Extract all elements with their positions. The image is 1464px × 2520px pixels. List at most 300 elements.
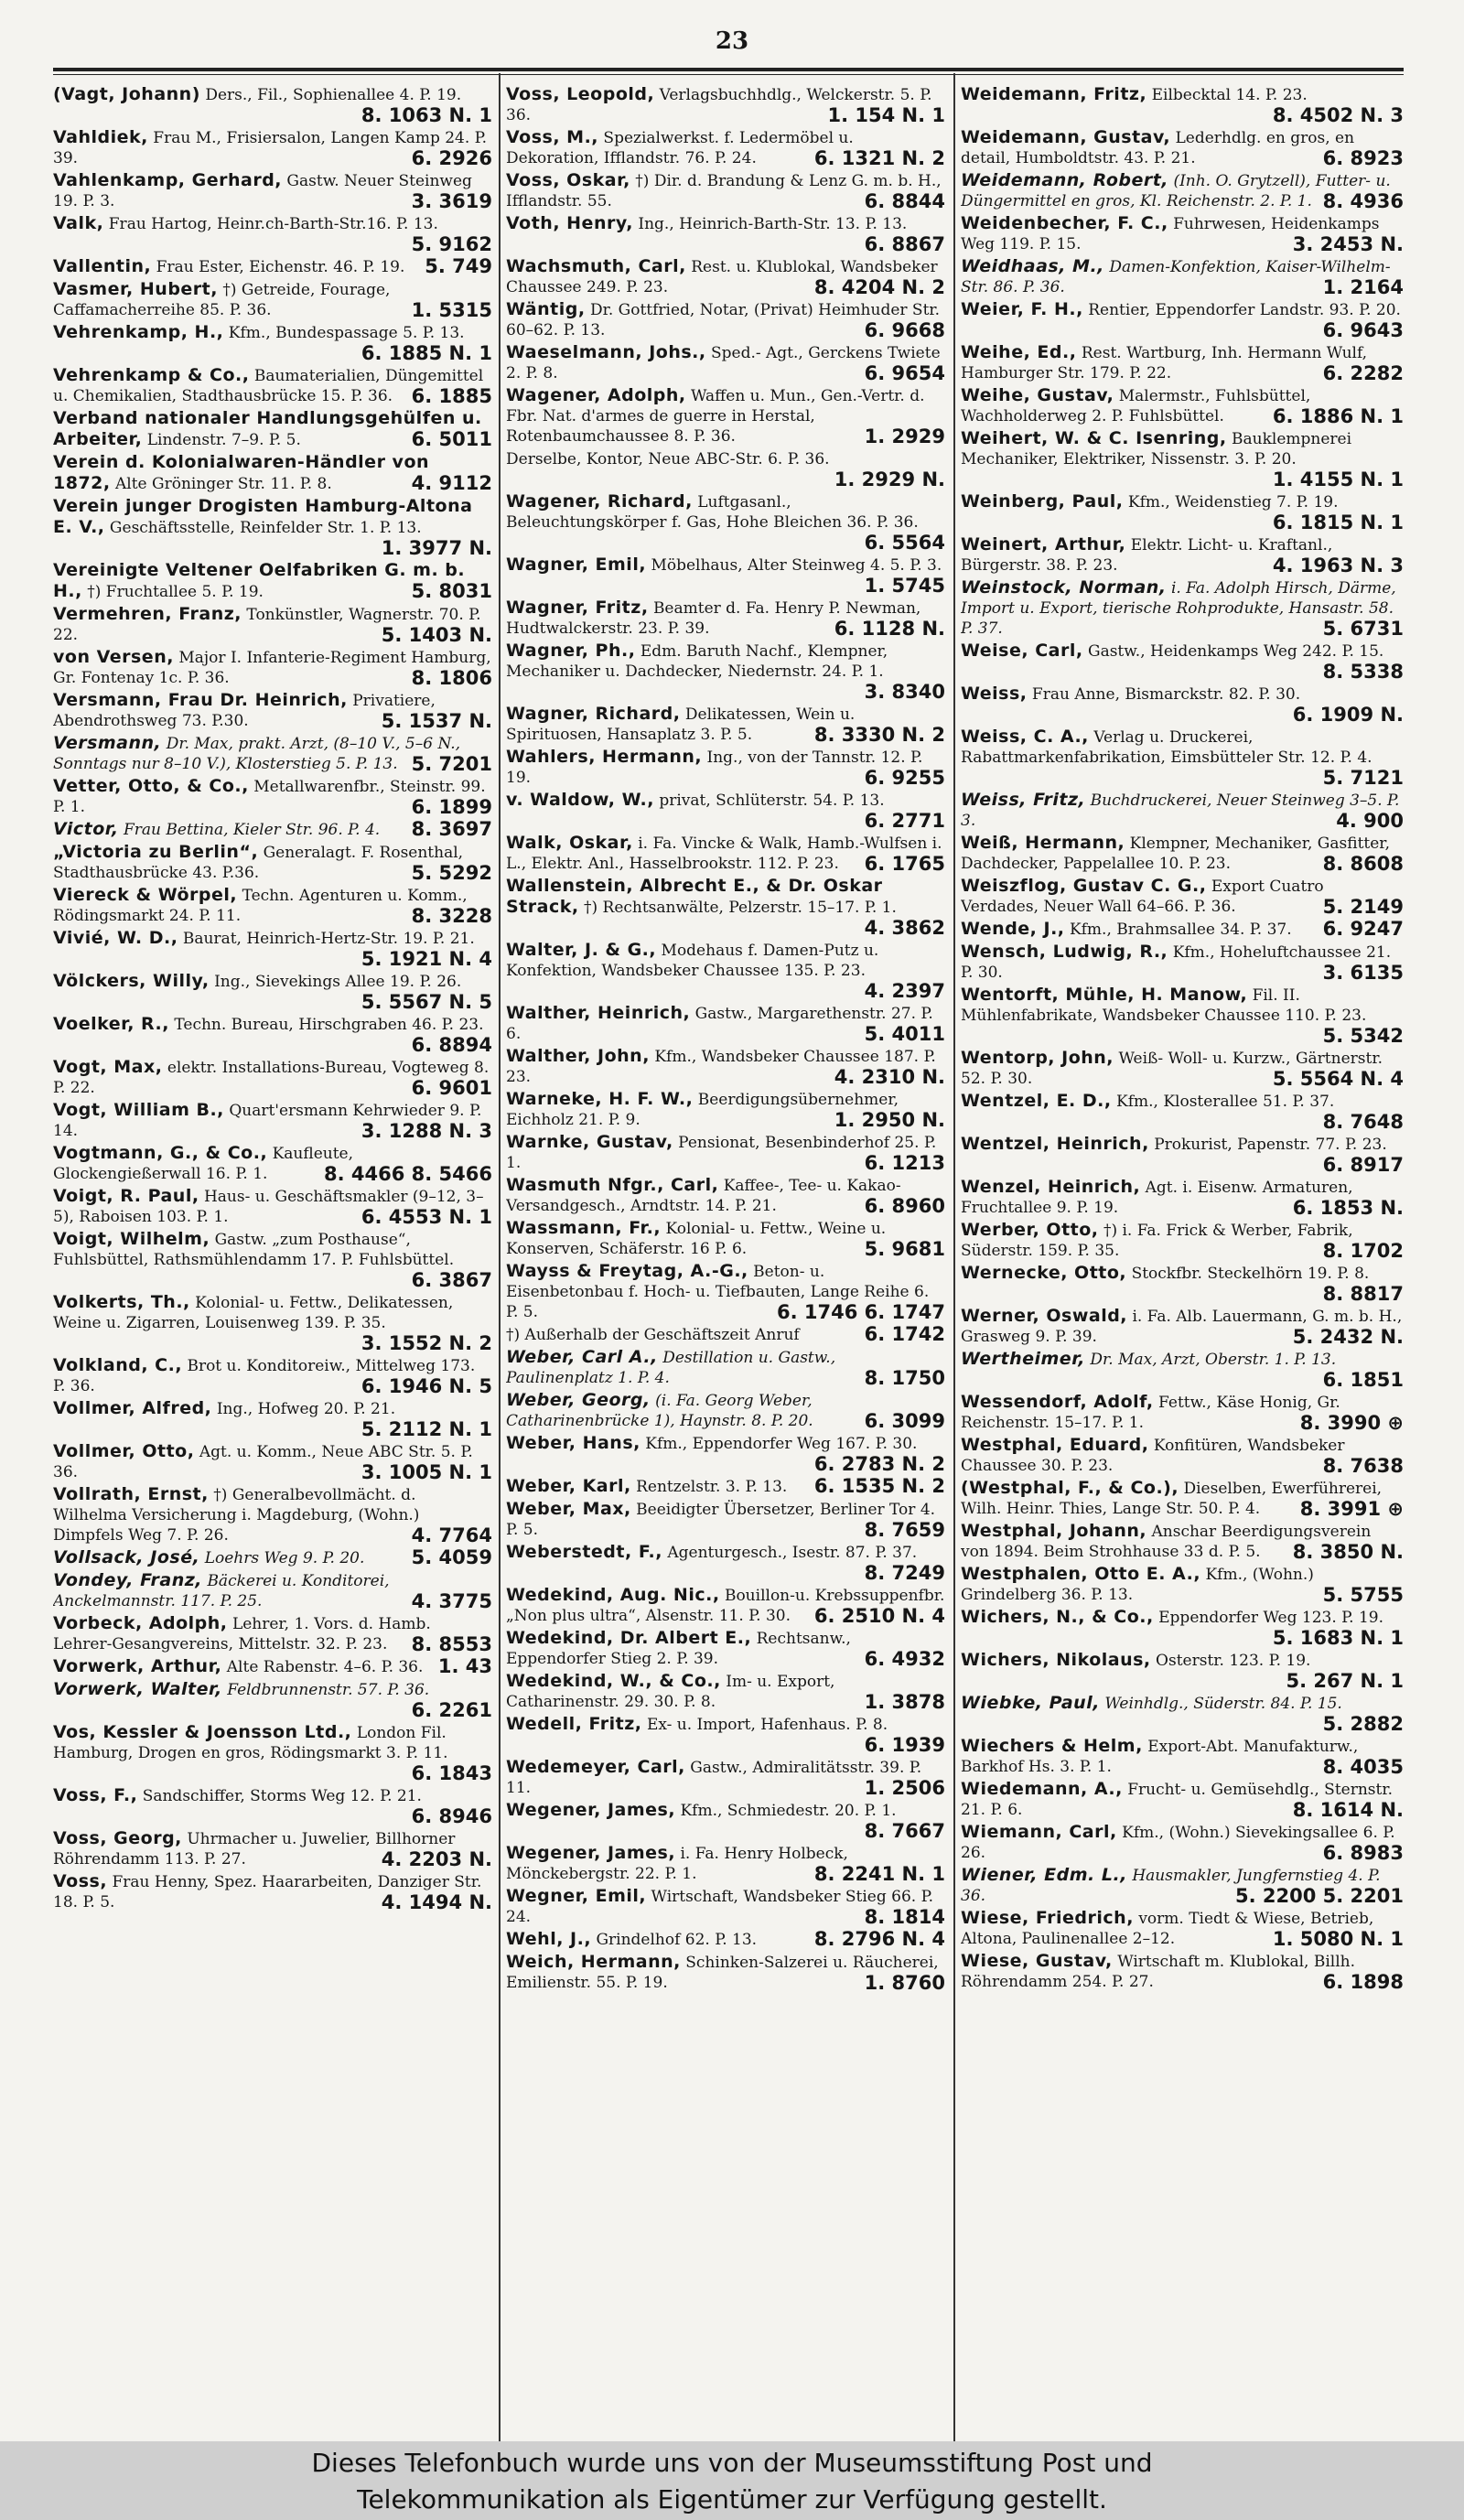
entry-details: London Fil. Hamburg, Drogen en gros, Rödingsmarkt 3. P. 11.: [53, 1724, 448, 1762]
entry-name: Walther, John,: [506, 1046, 650, 1066]
directory-entry: [506, 1476, 945, 1497]
entry-details: Delikatessen, Wein u. Spirituosen, Hansaplatz 3. P. 5.: [506, 705, 856, 744]
entry-name: Weidhaas, M.,: [961, 256, 1104, 276]
entry-details: Beerdigungsübernehmer, Eichholz 21. P. 9.: [506, 1091, 899, 1129]
entry-name: Werber, Otto,: [961, 1220, 1099, 1240]
entry-details: Major I. Infanterie-Regiment Hamburg, Gr. Fontenay 1c. P. 36.: [53, 649, 491, 687]
directory-entry: [53, 365, 492, 406]
entry-phone: 1. 5745: [864, 575, 945, 596]
entry-name: Vivié, W. D.,: [53, 928, 178, 948]
entry-phone: 6. 4932: [864, 1648, 945, 1669]
entry-details: Agenturgesch., Isestr. 87. P. 37.: [667, 1544, 918, 1562]
entry-phone: 1. 2950 N.: [834, 1109, 945, 1130]
directory-entry: [506, 1499, 945, 1540]
entry-details: Rechtsanw., Eppendorfer Stieg 2. P. 39.: [506, 1630, 851, 1668]
directory-entry: [961, 1822, 1404, 1863]
entry-name: Wiese, Friedrich,: [961, 1908, 1134, 1928]
entry-details: Grindelhof 62. P. 13.: [596, 1931, 758, 1949]
entry-details: Brot u. Konditoreiw., Mittelweg 173. P. 36.: [53, 1357, 476, 1395]
entry-name: Weihe, Ed.,: [961, 342, 1077, 362]
directory-entry: [53, 733, 492, 774]
entry-details: Ex- u. Import, Hafenhaus. P. 8.: [646, 1716, 888, 1734]
entry-phone: 8. 8817: [1322, 1283, 1404, 1304]
directory-entry: [961, 1177, 1404, 1218]
entry-phone: 6. 1909 N.: [1292, 704, 1404, 725]
directory-column-1: [53, 84, 492, 2436]
directory-entry: [53, 1229, 492, 1290]
entry-name: Wiener, Edm. L.,: [961, 1865, 1127, 1885]
entry-phone: 5. 9162: [411, 233, 492, 254]
entry-details: Schinken-Salzerei u. Räucherei, Emilienstr. 55. P. 19.: [506, 1954, 939, 1992]
directory-entry: [506, 598, 945, 639]
entry-phone: 8. 7249: [864, 1562, 945, 1583]
entry-details: Kfm., Weidenstieg 7. P. 19.: [1127, 493, 1339, 512]
directory-entry: [506, 1390, 945, 1431]
directory-entry: [961, 942, 1404, 983]
directory-entry: [961, 299, 1404, 340]
entry-name: Vahlenkamp, Gerhard,: [53, 170, 283, 190]
directory-entry: [506, 704, 945, 745]
directory-entry: [53, 1871, 492, 1912]
entry-details: Kolonial- u. Fettw., Weine u. Konserven, Schäferstr. 16 P. 6.: [506, 1220, 887, 1258]
directory-entry: [53, 1656, 492, 1677]
entry-details: Frau Hartog, Heinr.ch-Barth-Str.16. P. 13.: [108, 215, 438, 233]
footer-notice: [0, 2441, 1464, 2520]
entry-name: Voss, Leopold,: [506, 84, 655, 104]
directory-entry: [506, 1714, 945, 1755]
directory-entry: [506, 1089, 945, 1130]
directory-entry: [961, 84, 1404, 125]
entry-phone: 6. 1851: [1322, 1369, 1404, 1390]
entry-name: Wassmann, Fr.,: [506, 1218, 662, 1238]
entry-phone: 1. 2929 N.: [834, 468, 945, 490]
entry-details: Kfm., Klosterallee 51. P. 37.: [1116, 1093, 1335, 1111]
directory-entry: [506, 342, 945, 383]
entry-name: Westphal, Johann,: [961, 1521, 1147, 1541]
entry-phone: 6. 9255: [864, 767, 945, 788]
entry-details: Hausmakler, Jungfernstieg 4. P. 36.: [961, 1867, 1381, 1905]
entry-phone: 8. 3850 N.: [1292, 1541, 1404, 1562]
entry-phone: 8. 1806: [411, 667, 492, 688]
entry-details: Bauklempnerei Mechaniker, Elektriker, Nissenstr. 3. P. 20.: [961, 430, 1352, 468]
entry-name: Valk,: [53, 213, 104, 233]
entry-details: Sandschiffer, Storms Weg 12. P. 21.: [142, 1787, 422, 1805]
entry-name: Warneke, H. F. W.,: [506, 1089, 694, 1109]
directory-entry: [961, 1091, 1404, 1132]
entry-details: Rentier, Eppendorfer Landstr. 93. P. 20.: [1088, 301, 1401, 319]
entry-details: Alte Gröninger Str. 11. P. 8.: [115, 475, 332, 493]
page-number: 23: [715, 27, 749, 55]
footer-line-1: Dieses Telefonbuch wurde uns von der Museumsstiftung Post und: [311, 2448, 1153, 2478]
entry-details: Frau Bettina, Kieler Str. 96. P. 4.: [123, 821, 381, 839]
directory-entry: [961, 1564, 1404, 1605]
directory-entry: [961, 790, 1404, 831]
entry-phone: 8. 3330 N. 2: [813, 724, 945, 745]
entry-details: Pensionat, Besenbinderhof 25. P. 1.: [506, 1134, 937, 1172]
entry-name: Walther, Heinrich,: [506, 1003, 691, 1023]
entry-details: Beamter d. Fa. Henry P. Newman, Hudtwalckerstr. 23. P. 39.: [506, 599, 921, 638]
entry-details: †) Dir. d. Brandung & Lenz G. m. b. H., Ifflandstr. 55.: [506, 172, 942, 210]
entry-details: Malermstr., Fuhlsbüttel, Wachholderweg 2. P. Fuhlsbüttel.: [961, 387, 1311, 425]
directory-entry: [506, 1671, 945, 1712]
header-rule: [53, 68, 1404, 75]
directory-entry: [961, 641, 1404, 682]
entry-phone: 4. 3775: [411, 1590, 492, 1611]
entry-name: Weiszflog, Gustav C. G.,: [961, 876, 1207, 896]
directory-entry: [53, 1014, 492, 1055]
entry-phone: 8. 7648: [1322, 1111, 1404, 1132]
entry-name: Vetter, Otto, & Co.,: [53, 776, 249, 796]
entry-name: Wiese, Gustav,: [961, 1951, 1113, 1971]
entry-phone: 5. 5342: [1322, 1025, 1404, 1046]
entry-details: Verlag u. Druckerei, Rabattmarkenfabrikation, Eimsbütteler Str. 12. P. 4.: [961, 728, 1372, 767]
directory-entry: [53, 1398, 492, 1439]
entry-details: Kfm., Bundespassage 5. P. 13.: [228, 324, 465, 342]
entry-phone: 8. 2796 N. 4: [813, 1929, 945, 1950]
directory-entry: [506, 555, 945, 596]
entry-phone: 8. 1063 N. 1: [361, 104, 492, 125]
directory-entry: [53, 322, 492, 363]
entry-details: Kfm., Wandsbeker Chaussee 187. P. 23.: [506, 1048, 936, 1086]
directory-entry: [53, 1547, 492, 1568]
entry-phone: 4. 3862: [864, 917, 945, 938]
entry-details: Fuhrwesen, Heidenkamps Weg 119. P. 15.: [961, 215, 1380, 253]
entry-name: Voss, F.,: [53, 1785, 138, 1805]
entry-details: Kfm., Brahmsallee 34. P. 37.: [1069, 921, 1292, 939]
directory-entry: [961, 491, 1404, 533]
directory-entry: [961, 1865, 1404, 1906]
entry-name: Voigt, R. Paul,: [53, 1186, 199, 1206]
directory-entry: [506, 1628, 945, 1669]
entry-details: Edm. Baruth Nachf., Klempner, Mechaniker u. Dachdecker, Niedernstr. 24. P. 1.: [506, 642, 888, 681]
entry-details: Möbelhaus, Alter Steinweg 4. 5. P. 3.: [651, 556, 942, 575]
entry-phone: 8. 7667: [864, 1820, 945, 1841]
directory-entry: [961, 428, 1404, 490]
entry-name: Wende, J.,: [961, 919, 1065, 939]
directory-entry: [506, 491, 945, 553]
entry-phone: 5. 749: [425, 256, 492, 277]
entry-details: Modehaus f. Damen-Putz u. Konfektion, Wandsbeker Chaussee 135. P. 23.: [506, 942, 879, 980]
entry-details: (Inh. O. Grytzell), Futter- u. Düngermittel en gros, Kl. Reichenstr. 2. P. 1.: [961, 172, 1391, 210]
directory-entry: [961, 213, 1404, 254]
entry-name: Vallentin,: [53, 256, 152, 276]
entry-name: Viereck & Wörpel,: [53, 885, 238, 905]
entry-phone: 8. 7659: [864, 1519, 945, 1540]
entry-phone: 6. 9247: [1322, 919, 1404, 940]
entry-details: Alte Rabenstr. 4–6. P. 36.: [226, 1658, 424, 1676]
entry-details: Gastw., Heidenkamps Weg 242. P. 15.: [1087, 642, 1384, 661]
directory-entry: [961, 1650, 1404, 1691]
entry-name: Weich, Hermann,: [506, 1952, 681, 1972]
entry-name: Voigt, Wilhelm,: [53, 1229, 210, 1249]
entry-details: Weiß- Woll- u. Kurzw., Gärtnerstr. 52. P. 30.: [961, 1050, 1383, 1088]
entry-phone: 5. 2882: [1322, 1713, 1404, 1734]
directory-entry: [53, 1186, 492, 1227]
entry-phone: 6. 1898: [1322, 1971, 1404, 1992]
entry-name: Wegener, James,: [506, 1843, 676, 1863]
entry-phone: 6. 1535 N. 2: [813, 1476, 945, 1497]
entry-phone: 6. 1899: [411, 796, 492, 817]
entry-details: Destillation u. Gastw., Paulinenplatz 1. P. 4.: [506, 1349, 836, 1387]
directory-entry: [506, 1843, 945, 1884]
directory-entry: [506, 1261, 945, 1322]
entry-details: Eppendorfer Weg 123. P. 19.: [1158, 1609, 1383, 1627]
entry-details: Ing., Sievekings Allee 19. P. 26.: [214, 973, 462, 991]
entry-details: Gastw. „zum Posthause“, Fuhlsbüttel, Rathsmühlendamm 17. P. Fuhlsbüttel.: [53, 1231, 455, 1269]
entry-name: Wasmuth Nfgr., Carl,: [506, 1175, 719, 1195]
entry-phone: 6. 5011: [411, 428, 492, 450]
entry-details: vorm. Tiedt & Wiese, Betrieb, Altona, Paulinenallee 2–12.: [961, 1910, 1374, 1948]
entry-details: Agt. u. Komm., Neue ABC Str. 5. P. 36.: [53, 1443, 473, 1481]
entry-phone: 6. 1321 N. 2: [813, 147, 945, 168]
entry-details: Metallwarenfbr., Steinstr. 99. P. 1.: [53, 778, 486, 816]
entry-name: Wagner, Emil,: [506, 555, 647, 575]
entry-phone: 1. 2929: [864, 425, 945, 447]
entry-phone: 4. 900: [1336, 810, 1404, 831]
entry-name: Wagener, Richard,: [506, 491, 693, 512]
entry-details: Gastw., Margarethenstr. 27. P. 6.: [506, 1005, 933, 1043]
entry-phone: 6. 2783 N. 2: [813, 1453, 945, 1474]
entry-name: Wentorp, John,: [961, 1048, 1114, 1068]
entry-details: Frucht- u. Gemüsehdlg., Sternstr. 21. P. 6.: [961, 1781, 1394, 1819]
entry-details: Frau Henny, Spez. Haararbeiten, Danziger Str. 18. P. 5.: [53, 1873, 482, 1912]
entry-name: Weidemann, Gustav,: [961, 127, 1171, 147]
directory-entry: [506, 833, 945, 874]
entry-phone: 1. 154 N. 1: [827, 104, 945, 125]
entry-name: Vogtmann, G., & Co.,: [53, 1143, 268, 1163]
directory-entry: [961, 534, 1404, 576]
entry-phone: 1. 8760: [864, 1972, 945, 1993]
entry-phone: 6. 1815 N. 1: [1272, 512, 1404, 533]
directory-entry: [506, 1347, 945, 1388]
entry-phone: 3. 1288 N. 3: [361, 1120, 492, 1141]
entry-name: Vollmer, Otto,: [53, 1441, 195, 1461]
entry-phone: 6. 1886 N. 1: [1272, 405, 1404, 426]
entry-phone: 3. 8340: [864, 681, 945, 702]
entry-name: Weidemann, Fritz,: [961, 84, 1147, 104]
entry-name: Wiemann, Carl,: [961, 1822, 1117, 1842]
entry-details: Gastw. Neuer Steinweg 19. P. 3.: [53, 172, 472, 210]
entry-name: Weier, F. H.,: [961, 299, 1083, 319]
directory-entry: [506, 940, 945, 1001]
entry-phone: 6. 2261: [411, 1699, 492, 1720]
entry-details: Wirtschaft, Wandsbeker Stieg 66. P. 24.: [506, 1888, 933, 1926]
entry-name: Weber, Carl A.,: [506, 1347, 658, 1367]
entry-details: †) Rechtsanwälte, Pelzerstr. 15–17. P. 1.: [583, 899, 897, 917]
entry-name: Vondey, Franz,: [53, 1570, 203, 1590]
entry-name: Wiedemann, A.,: [961, 1779, 1123, 1799]
entry-name: Wentzel, Heinrich,: [961, 1134, 1149, 1154]
entry-name: Weber, Max,: [506, 1499, 631, 1519]
directory-entry: [53, 1441, 492, 1482]
entry-details: Luftgasanl., Beleuchtungskörper f. Gas, Hohe Bleichen 36. P. 36.: [506, 493, 919, 532]
entry-name: Wenzel, Heinrich,: [961, 1177, 1141, 1197]
entry-phone: 6. 1765: [864, 853, 945, 874]
entry-phone: 6. 1128 N.: [834, 618, 945, 639]
directory-entry: [961, 985, 1404, 1046]
directory-entry: [506, 1046, 945, 1087]
entry-phone: 4. 1494 N.: [381, 1891, 492, 1912]
entry-name: Voss, Georg,: [53, 1828, 182, 1848]
directory-entry: [53, 452, 492, 494]
entry-details: Kfm., Eppendorfer Weg 167. P. 30.: [645, 1435, 918, 1453]
entry-phone: 3. 1005 N. 1: [361, 1461, 492, 1482]
entry-phone: 6. 1746 6. 1747: [776, 1301, 945, 1322]
directory-entry: [506, 1218, 945, 1259]
entry-name: Voss, M.,: [506, 127, 599, 147]
entry-phone: 5. 1921 N. 4: [361, 948, 492, 969]
entry-name: Versmann, Frau Dr. Heinrich,: [53, 690, 348, 710]
entry-details: Frau M., Frisiersalon, Langen Kamp 24. P. 39.: [53, 129, 488, 167]
entry-name: Weber, Hans,: [506, 1433, 640, 1453]
entry-details: Bouillon-u. Krebssuppenfbr. „Non plus ultra“, Alsenstr. 11. P. 30.: [506, 1587, 945, 1625]
entry-details: Osterstr. 123. P. 19.: [1156, 1652, 1311, 1670]
entry-details: †) Außerhalb der Geschäftszeit Anruf: [506, 1326, 800, 1344]
entry-phone: 5. 267 N. 1: [1286, 1670, 1404, 1691]
entry-name: Weber, Georg,: [506, 1390, 651, 1410]
directory-entry: [506, 1132, 945, 1173]
entry-phone: 4. 9112: [411, 472, 492, 494]
entry-phone: 6. 8960: [864, 1195, 945, 1216]
entry-phone: 8. 3697: [411, 819, 492, 840]
entry-phone: 6. 1843: [411, 1762, 492, 1783]
directory-entry: [53, 170, 492, 211]
entry-name: Voelker, R.,: [53, 1014, 169, 1034]
directory-column-2: [506, 84, 945, 2436]
entry-phone: 6. 3099: [864, 1410, 945, 1431]
directory-entry: [506, 1952, 945, 1993]
entry-phone: 6. 9601: [411, 1077, 492, 1098]
entry-details: Beeidigter Übersetzer, Berliner Tor 4. P. 5.: [506, 1501, 936, 1539]
entry-phone: 5. 5755: [1322, 1584, 1404, 1605]
entry-name: Volkland, C.,: [53, 1355, 183, 1375]
directory-entry: [961, 727, 1404, 788]
entry-details: †) Fruchtallee 5. P. 19.: [87, 583, 264, 601]
directory-entry: [506, 1929, 945, 1950]
entry-details: Spezialwerkst. f. Ledermöbel u. Dekoration, Ifflandstr. 76. P. 24.: [506, 129, 854, 167]
entry-name: Wedell, Fritz,: [506, 1714, 642, 1734]
entry-phone: 1. 3878: [864, 1691, 945, 1712]
entry-phone: 8. 1814: [864, 1906, 945, 1927]
entry-name: Wedekind, Dr. Albert E.,: [506, 1628, 752, 1648]
entry-name: Vollrath, Ernst,: [53, 1484, 209, 1504]
entry-phone: 8. 3991 ⊕: [1299, 1498, 1404, 1519]
entry-phone: 6. 1885 N. 1: [361, 342, 492, 363]
entry-details: Dr. Gottfried, Notar, (Privat) Heimhuder Str. 60–62. P. 13.: [506, 301, 941, 339]
entry-name: Versmann,: [53, 733, 162, 753]
entry-details: Rentzelstr. 3. P. 13.: [636, 1478, 788, 1496]
entry-details: Rest. u. Klublokal, Wandsbeker Chaussee 249. P. 23.: [506, 258, 938, 296]
directory-entry: [53, 496, 492, 558]
entry-details: Fil. II. Mühlenfabrikate, Wandsbeker Chaussee 110. P. 23.: [961, 986, 1367, 1025]
entry-name: Vermehren, Franz,: [53, 604, 242, 624]
entry-details: Frau Anne, Bismarckstr. 82. P. 30.: [1031, 685, 1301, 704]
entry-details: Stockfbr. Steckelhörn 19. P. 8.: [1131, 1265, 1370, 1283]
entry-name: Wallenstein, Albrecht E., & Dr. Oskar Strack,: [506, 876, 883, 917]
entry-name: Weise, Carl,: [961, 641, 1083, 661]
entry-details: Anschar Beerdigungsverein von 1894. Beim Strohhause 33 d. P. 5.: [961, 1523, 1372, 1561]
entry-phone: 4. 2203 N.: [381, 1848, 492, 1869]
entry-phone: 5. 5567 N. 5: [361, 991, 492, 1012]
entry-details: Dr. Max, Arzt, Oberstr. 1. P. 13.: [1090, 1351, 1337, 1369]
entry-details: Frau Ester, Eichenstr. 46. P. 19.: [156, 258, 405, 276]
entry-name: Wiechers & Helm,: [961, 1736, 1143, 1756]
entry-phone: 8. 4035: [1322, 1756, 1404, 1777]
directory-entry: [53, 842, 492, 883]
entry-phone: 4. 2397: [864, 980, 945, 1001]
entry-details: Ing., Heinrich-Barth-Str. 13. P. 13.: [638, 215, 908, 233]
entry-name: Verband nationaler Handlungsgehülfen u. Arbeiter,: [53, 408, 482, 449]
entry-phone: 3. 1552 N. 2: [361, 1332, 492, 1353]
directory-entry: [53, 885, 492, 926]
entry-name: Weihe, Gustav,: [961, 385, 1114, 405]
directory-entry: [961, 1048, 1404, 1089]
entry-phone: 6. 2510 N. 4: [813, 1605, 945, 1626]
directory-entry: [53, 690, 492, 731]
entry-name: Wagener, Adolph,: [506, 385, 686, 405]
entry-details: Bäckerei u. Konditorei, Anckelmannstr. 117. P. 25.: [53, 1572, 390, 1610]
entry-phone: 8. 7638: [1322, 1455, 1404, 1476]
entry-phone: 8. 4204 N. 2: [813, 276, 945, 297]
entry-phone: 5. 1537 N.: [381, 710, 492, 731]
entry-details: Uhrmacher u. Juwelier, Billhorner Röhrendamm 113. P. 27.: [53, 1830, 456, 1868]
entry-details: Privatiere, Abendrothsweg 73. P.30.: [53, 692, 436, 730]
entry-name: Weiss, Fritz,: [961, 790, 1086, 810]
directory-entry: [53, 279, 492, 320]
entry-details: Damen-Konfektion, Kaiser-Wilhelm-Str. 86. P. 36.: [961, 258, 1391, 296]
entry-name: Wertheimer,: [961, 1349, 1085, 1369]
entry-details: Kfm., (Wohn.) Grindelberg 36. P. 13.: [961, 1566, 1314, 1604]
entry-phone: 6. 1939: [864, 1734, 945, 1755]
directory-entry: [53, 1570, 492, 1611]
entry-name: Wehl, J.,: [506, 1929, 592, 1949]
entry-details: Ders., Fil., Sophienallee 4. P. 19.: [205, 86, 462, 104]
entry-details: Dieselben, Ewerführerei, Wilh. Heinr. Thies, Lange Str. 50. P. 4.: [961, 1480, 1383, 1518]
entry-details: Im- u. Export, Catharinenstr. 29. 30. P. 8.: [506, 1673, 835, 1711]
entry-details: Techn. Agenturen u. Komm., Rödingsmarkt 24. P. 11.: [53, 887, 468, 925]
directory-entry: [53, 604, 492, 645]
entry-name: (Vagt, Johann): [53, 84, 200, 104]
entry-phone: 1. 43: [437, 1656, 492, 1677]
directory-entry: [53, 776, 492, 817]
entry-phone: 5. 6731: [1322, 618, 1404, 639]
directory-entry: [961, 684, 1404, 725]
directory-entry: [506, 448, 945, 490]
directory-entry: [506, 1175, 945, 1216]
column-divider: [499, 73, 501, 2443]
directory-entry: [961, 577, 1404, 639]
entry-name: Weiss,: [961, 684, 1028, 704]
entry-name: Wagner, Ph.,: [506, 641, 636, 661]
entry-details: Elektr. Licht- u. Kraftanl., Bürgerstr. 38. P. 23.: [961, 536, 1333, 575]
entry-phone: 6. 9643: [1322, 319, 1404, 340]
entry-name: Vollmer, Alfred,: [53, 1398, 212, 1418]
entry-name: Völckers, Willy,: [53, 971, 210, 991]
entry-details: Kfm., (Wohn.) Sievekingsallee 6. P. 26.: [961, 1824, 1395, 1862]
directory-entry: [53, 256, 492, 277]
entry-name: Vogt, Max,: [53, 1057, 163, 1077]
directory-entry: [53, 1100, 492, 1141]
entry-phone: 8. 1614 N.: [1292, 1799, 1404, 1820]
entry-name: Wegner, Emil,: [506, 1886, 647, 1906]
entry-name: Wachsmuth, Carl,: [506, 256, 686, 276]
directory-entry: [961, 1693, 1404, 1734]
entry-name: Verein junger Drogisten Hamburg-Altona E. V.,: [53, 496, 473, 537]
entry-details: privat, Schlüterstr. 54. P. 13.: [659, 792, 885, 810]
directory-entry: [53, 1722, 492, 1783]
entry-details: Beton- u. Eisenbetonbau f. Hoch- u. Tiefbauten, Lange Reihe 6. P. 5.: [506, 1263, 930, 1321]
entry-name: (Westphal, F., & Co.),: [961, 1478, 1179, 1498]
